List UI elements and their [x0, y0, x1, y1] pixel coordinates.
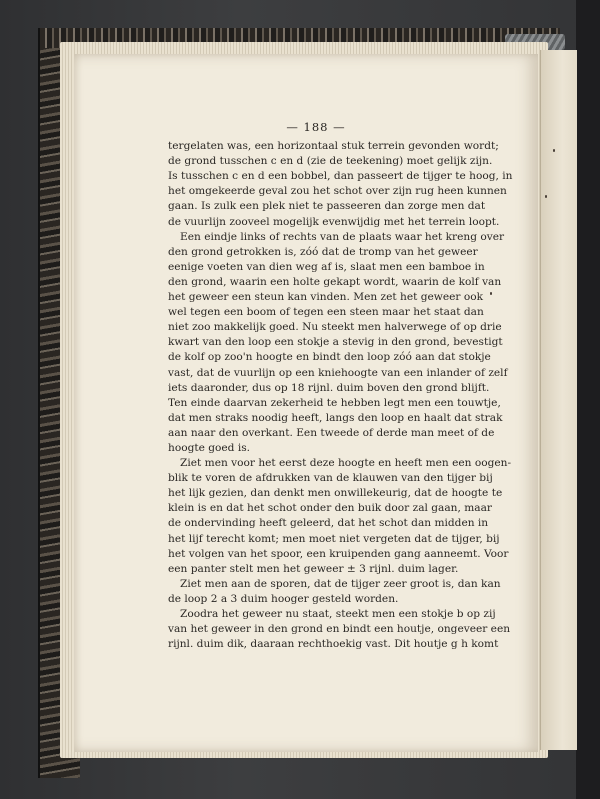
text-line: klein is en dat het schot onder den buik door zal gaan, maar [168, 502, 492, 515]
text-line: den grond, waarin een holte gekapt wordt, waarin de kolf van [168, 275, 502, 288]
text-line: wel tegen een boom of tegen een steen maar het staat dan [168, 306, 484, 319]
page-text [168, 120, 513, 652]
text-line: dat men straks noodig heeft, langs den loop en haalt dat strak [168, 411, 503, 424]
text-line: een panter stelt men het geweer ± 3 rijnl. duim lager. [168, 562, 459, 575]
text-line: het volgen van het spoor, een kruipenden gang aanneemt. Voor [168, 547, 509, 560]
text-line: van het geweer in den grond en bindt een houtje, ongeveer een [168, 623, 511, 636]
text-line: tergelaten was, een horizontaal stuk terrein gevonden wordt; [168, 140, 499, 153]
text-line: het lijk gezien, dan denkt men onwillekeurig, dat de hoogte te [168, 487, 503, 500]
text-line: rijnl. duim dik, daaraan rechthoekig vast. Dit houtje g h komt [168, 638, 499, 651]
margin-speck [490, 292, 492, 295]
text-line: het lijf terecht komt; men moet niet vergeten dat de tijger, bij [168, 532, 500, 545]
text-line: de vuurlijn zooveel mogelijk evenwijdig met het terrein loopt. [168, 215, 500, 228]
page-number: — 188 — [286, 120, 346, 134]
text-line: Ten einde daarvan zekerheid te hebben legt men een touwtje, [168, 396, 501, 409]
text-line: vast, dat de vuurlijn op een kniehoogte van een inlander of zelf [168, 366, 508, 379]
text-line: de grond tusschen c en d (zie de teekening) moet gelijk zijn. [168, 155, 493, 168]
text-lines [168, 139, 513, 652]
text-line: de kolf op zoo'n hoogte en bindt den loop zóó aan dat stokje [168, 351, 491, 364]
text-line: Ziet men aan de sporen, dat de tijger zeer groot is, dan kan [180, 577, 501, 590]
text-line: Zoodra het geweer nu staat, steekt men een stokje b op zij [180, 608, 496, 620]
text-line: niet zoo makkelijk goed. Nu steekt men halverwege of op drie [168, 321, 502, 334]
text-line: de ondervinding heeft geleerd, dat het schot dan midden in [168, 517, 489, 530]
text-line: hoogte goed is. [168, 441, 251, 454]
book-spine [576, 0, 600, 799]
margin-speck [545, 195, 547, 198]
text-line: aan naar den overkant. Een tweede of derde man meet of de [168, 426, 495, 439]
text-line: Is tusschen c en d een bobbel, dan passeert de tijger te hoog, in [168, 170, 513, 183]
text-line: den grond getrokken is, zóó dat de tromp van het geweer [168, 245, 478, 258]
margin-speck [553, 149, 555, 152]
text-line: het omgekeerde geval zou het schot over zijn rug heen kunnen [168, 185, 507, 198]
text-line: de loop 2 a 3 duim hooger gesteld worden. [168, 592, 399, 605]
text-line: Een eindje links of rechts van de plaats waar het kreng over [180, 230, 505, 243]
text-line: iets daaronder, dus op 18 rijnl. duim boven den grond blijft. [168, 381, 490, 394]
text-line: blik te voren de afdrukken van de klauwen van den tijger bij [168, 472, 493, 485]
text-line: het geweer een steun kan vinden. Men zet het geweer ook [168, 291, 484, 304]
facing-page-edge [540, 50, 577, 750]
text-line: gaan. Is zulk een plek niet te passeeren dan zorge men dat [168, 200, 486, 213]
text-line: Ziet men voor het eerst deze hoogte en heeft men een oogen- [180, 457, 512, 470]
text-line: kwart van den loop een stokje a stevig in den grond, bevestigt [168, 336, 503, 349]
text-line: eenige voeten van dien weg af is, slaat men een bamboe in [168, 260, 485, 273]
